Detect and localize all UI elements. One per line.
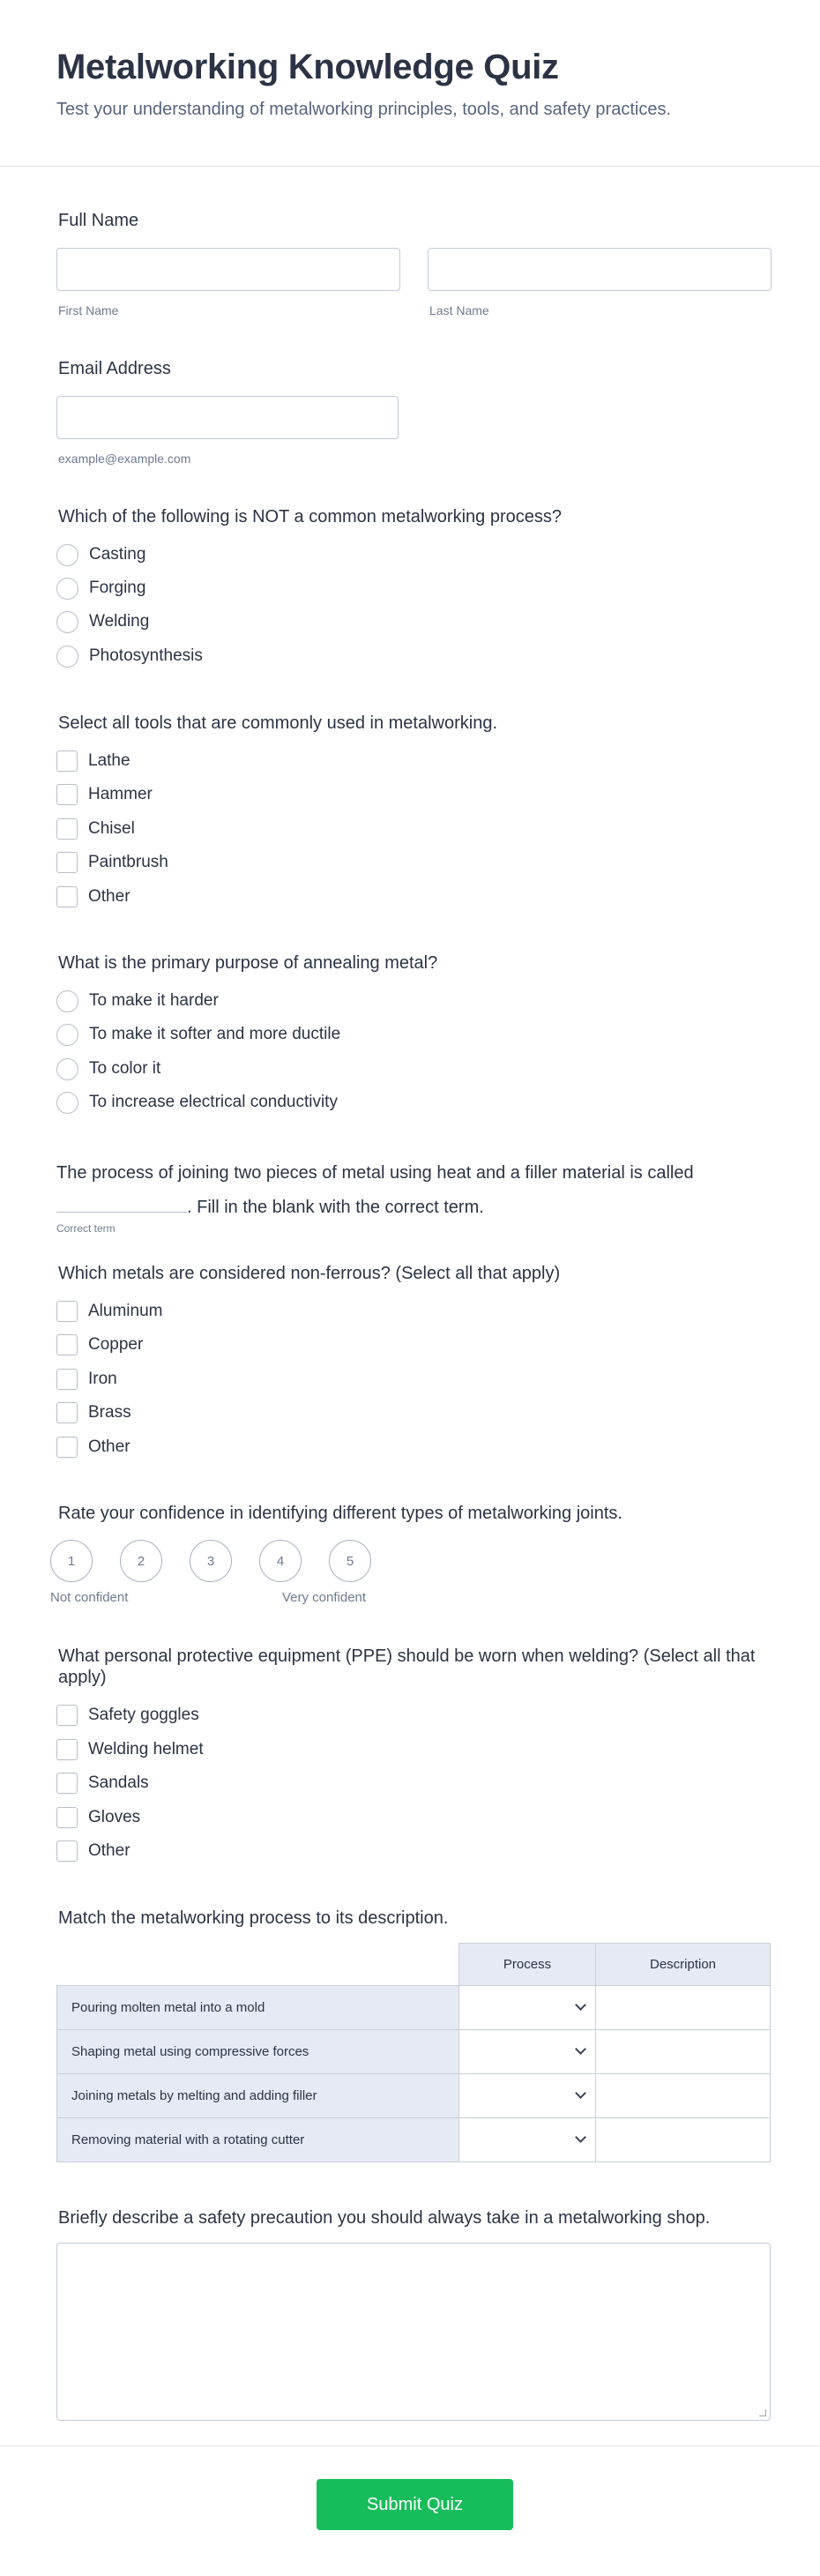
question-tools: Select all tools that are commonly used in metalworking. [58, 713, 498, 733]
checkbox[interactable] [56, 818, 78, 840]
checkbox[interactable] [56, 1841, 78, 1862]
question-process: Which of the following is NOT a common metalworking process? [58, 507, 562, 526]
rating-option-3[interactable]: 3 [190, 1540, 232, 1582]
page-subtitle: Test your understanding of metalworking principles, tools, and safety practices. [56, 100, 672, 119]
checkbox-option[interactable] [56, 1736, 204, 1763]
question-safety: Briefly describe a safety precaution you should always take in a metalworking shop. [58, 2208, 711, 2228]
email-sublabel: example@example.com [58, 452, 191, 466]
process-dropdown[interactable] [459, 2030, 596, 2074]
option-label: Welding helmet [88, 1740, 204, 1758]
question-ppe: What personal protective equipment (PPE) should be worn when welding? (Select all that apply) [58, 1646, 756, 1687]
rating-high-label: Very confident [282, 1590, 367, 1605]
last-name-sublabel: Last Name [429, 303, 489, 317]
option-label: Photosynthesis [89, 646, 203, 665]
rating-option-2[interactable]: 2 [120, 1540, 162, 1582]
checkbox-option[interactable] [56, 1332, 143, 1358]
radio-button[interactable] [56, 544, 78, 566]
question-matrix: Match the metalworking process to its description. [58, 1908, 449, 1928]
fill-blank-text-after: . Fill in the blank with the correct term. [187, 1198, 484, 1217]
checkbox[interactable] [56, 1437, 78, 1458]
description-input[interactable] [596, 2118, 771, 2162]
checkbox[interactable] [56, 1301, 78, 1322]
email-input[interactable] [56, 396, 399, 439]
radio-button[interactable] [56, 646, 78, 668]
radio-button[interactable] [56, 611, 78, 633]
option-label: Welding [89, 612, 150, 631]
matrix-row-label: Pouring molten metal into a mold [57, 1986, 459, 2030]
resize-handle-icon[interactable] [759, 2409, 766, 2416]
checkbox-option[interactable] [56, 1702, 199, 1729]
process-dropdown[interactable] [459, 2118, 596, 2162]
process-dropdown[interactable] [459, 1986, 596, 2030]
option-label: Hammer [88, 785, 153, 803]
radio-option[interactable] [56, 1021, 340, 1048]
full-name-label: Full Name [58, 211, 139, 230]
option-label: To color it [89, 1059, 161, 1078]
matrix-corner [57, 1944, 459, 1986]
rating-option-1[interactable]: 1 [50, 1540, 93, 1582]
option-label: Forging [89, 579, 146, 597]
checkbox[interactable] [56, 1705, 78, 1726]
last-name-input[interactable] [428, 248, 772, 291]
checkbox-option[interactable] [56, 884, 130, 910]
page-title: Metalworking Knowledge Quiz [56, 48, 559, 86]
option-label: Paintbrush [88, 853, 168, 871]
radio-option[interactable] [56, 1056, 160, 1082]
checkbox-option[interactable] [56, 748, 130, 774]
description-input[interactable] [596, 2030, 771, 2074]
option-label: Gloves [88, 1808, 141, 1826]
checkbox-option[interactable] [56, 1434, 130, 1460]
radio-button[interactable] [56, 1058, 78, 1080]
checkbox[interactable] [56, 1807, 78, 1828]
option-label: Copper [88, 1335, 144, 1354]
question-non-ferrous: Which metals are considered non-ferrous? (Select all that apply) [58, 1264, 561, 1283]
radio-option[interactable] [56, 575, 145, 601]
checkbox-option[interactable] [56, 1298, 162, 1325]
checkbox[interactable] [56, 852, 78, 873]
checkbox-option[interactable] [56, 781, 153, 808]
matching-matrix [56, 1943, 771, 2162]
checkbox-option[interactable] [56, 1770, 149, 1796]
fill-blank-input[interactable] [56, 1195, 187, 1213]
checkbox-option[interactable] [56, 1366, 117, 1393]
matrix-row-label: Removing material with a rotating cutter [57, 2118, 459, 2162]
question-annealing: What is the primary purpose of annealing metal? [58, 953, 438, 973]
fill-blank-question [56, 1156, 762, 1225]
option-label: Sandals [88, 1773, 149, 1792]
safety-textarea[interactable] [56, 2243, 771, 2421]
chevron-down-icon [575, 2043, 586, 2055]
description-input[interactable] [596, 1986, 771, 2030]
checkbox[interactable] [56, 1334, 78, 1355]
option-label: Brass [88, 1403, 131, 1422]
checkbox[interactable] [56, 1739, 78, 1760]
checkbox[interactable] [56, 1402, 78, 1423]
radio-option[interactable] [56, 541, 145, 568]
matrix-row-label: Shaping metal using compressive forces [57, 2030, 459, 2074]
option-label: To increase electrical conductivity [89, 1093, 338, 1111]
rating-option-4[interactable]: 4 [259, 1540, 302, 1582]
matrix-column-description: Description [596, 1944, 771, 1986]
chevron-down-icon [575, 2132, 586, 2143]
option-label: Aluminum [88, 1302, 163, 1320]
form-header [0, 0, 820, 167]
option-label: Casting [89, 545, 146, 564]
option-label: Lathe [88, 751, 130, 770]
first-name-input[interactable] [56, 248, 400, 291]
radio-button[interactable] [56, 990, 78, 1012]
checkbox-option[interactable] [56, 1400, 131, 1426]
submit-button[interactable]: Submit Quiz [317, 2479, 513, 2530]
checkbox[interactable] [56, 784, 78, 805]
chevron-down-icon [575, 1999, 586, 2011]
option-label: Iron [88, 1370, 117, 1388]
rating-option-5[interactable]: 5 [329, 1540, 371, 1582]
checkbox[interactable] [56, 886, 78, 907]
checkbox-option[interactable] [56, 1804, 140, 1831]
email-label: Email Address [58, 359, 171, 378]
first-name-sublabel: First Name [58, 303, 119, 317]
checkbox-option[interactable] [56, 849, 168, 876]
option-label: To make it softer and more ductile [89, 1025, 341, 1043]
rating-low-label: Not confident [50, 1590, 129, 1605]
option-label: Chisel [88, 819, 135, 838]
fill-blank-text-before: The process of joining two pieces of metal using heat and a filler material is called [56, 1163, 694, 1183]
option-label: Other [88, 887, 130, 906]
option-label: Other [88, 1841, 130, 1860]
checkbox-option[interactable] [56, 816, 135, 842]
option-label: Other [88, 1437, 130, 1456]
radio-button[interactable] [56, 1024, 78, 1046]
radio-option[interactable] [56, 1089, 338, 1116]
checkbox-option[interactable] [56, 1838, 130, 1864]
quiz-form [0, 167, 820, 2445]
radio-option[interactable] [56, 609, 149, 635]
checkbox[interactable] [56, 1773, 78, 1794]
checkbox[interactable] [56, 1369, 78, 1390]
matrix-row-label: Joining metals by melting and adding filler [57, 2074, 459, 2118]
radio-option[interactable] [56, 988, 219, 1014]
description-input[interactable] [596, 2074, 771, 2118]
radio-button[interactable] [56, 1092, 78, 1114]
fill-blank-sublabel: Correct term [56, 1222, 116, 1235]
process-dropdown[interactable] [459, 2074, 596, 2118]
radio-button[interactable] [56, 578, 78, 600]
option-label: Safety goggles [88, 1706, 199, 1724]
question-confidence: Rate your confidence in identifying different types of metalworking joints. [58, 1504, 622, 1523]
checkbox[interactable] [56, 750, 78, 772]
option-label: To make it harder [89, 991, 219, 1010]
matrix-column-process: Process [459, 1944, 596, 1986]
radio-option[interactable] [56, 643, 203, 669]
chevron-down-icon [575, 2087, 586, 2099]
